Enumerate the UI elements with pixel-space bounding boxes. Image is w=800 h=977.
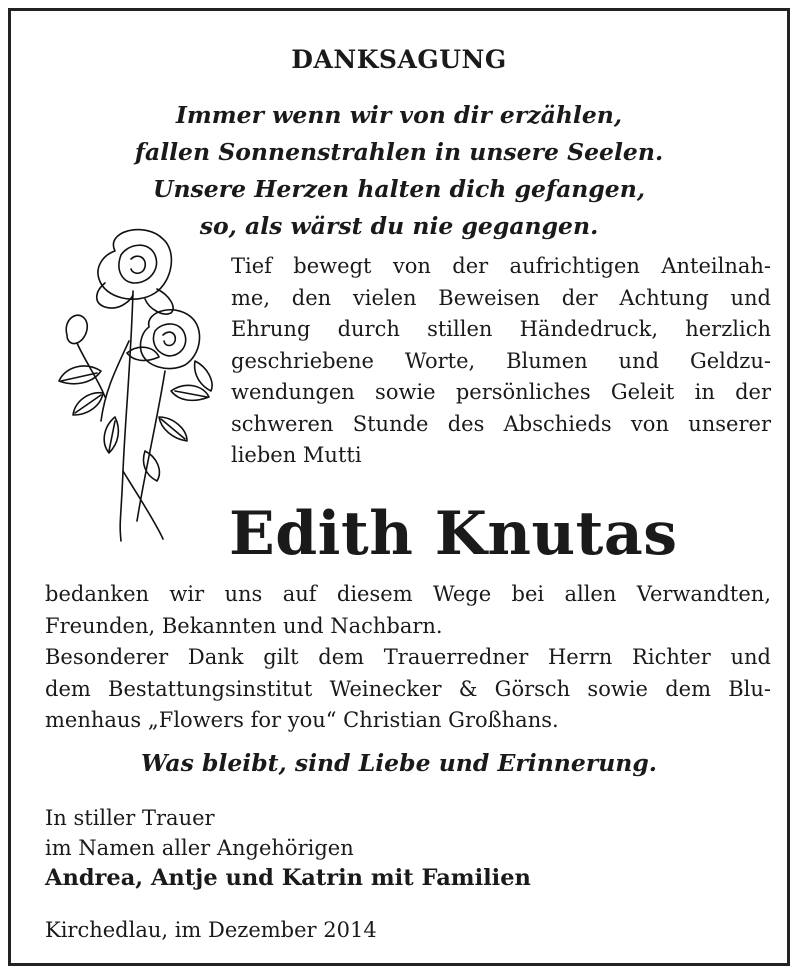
body-line: bedanken wir uns auf diesem Wege bei allen Verwandten, (45, 582, 771, 606)
intro-text (231, 251, 771, 472)
poem-line: fallen Sonnenstrahlen in unsere Seelen. (134, 138, 664, 166)
family-names: Andrea, Antje und Katrin mit Familien (45, 865, 531, 891)
deceased-name: Edith Knutas (229, 499, 678, 569)
motto: Was bleibt, sind Liebe und Erinnerung. (141, 749, 657, 777)
obituary-notice (8, 8, 790, 966)
intro-line: lieben Mutti (231, 443, 362, 467)
signature-line: im Namen aller Angehörigen (45, 836, 354, 860)
signature-line: In stiller Trauer (45, 806, 215, 830)
body-line: dem Bestattungsinstitut Weinecker & Görsch sowie dem Blu- (45, 676, 771, 701)
intro-line: me, den vielen Beweisen der Achtung und (231, 285, 771, 310)
rose-illustration (45, 221, 225, 551)
intro-line: Tief bewegt von der aufrichtigen Anteilnah- (231, 254, 771, 278)
intro-line: wendungen sowie persönliches Geleit in der (231, 380, 771, 404)
intro-line: schweren Stunde des Abschieds von unserer (231, 411, 771, 436)
poem-line: so, als wärst du nie gegangen. (199, 212, 599, 240)
heading: DANKSAGUNG (291, 45, 507, 74)
body-line: Freunden, Bekannten und Nachbarn. (45, 613, 443, 638)
place-date: Kirchedlau, im Dezember 2014 (45, 918, 377, 942)
poem-line: Unsere Herzen halten dich gefangen, (152, 175, 646, 203)
intro-line: Ehrung durch stillen Händedruck, herzlich (231, 317, 771, 341)
poem-line: Immer wenn wir von dir erzählen, (175, 101, 623, 129)
body-line: menhaus „Flowers for you“ Christian Großhans. (45, 708, 559, 732)
body-text (45, 579, 771, 737)
body-line: Besonderer Dank gilt dem Trauerredner Herrn Richter und (45, 645, 771, 669)
intro-line: geschriebene Worte, Blumen und Geldzu- (231, 348, 771, 373)
signature-block (45, 803, 354, 863)
